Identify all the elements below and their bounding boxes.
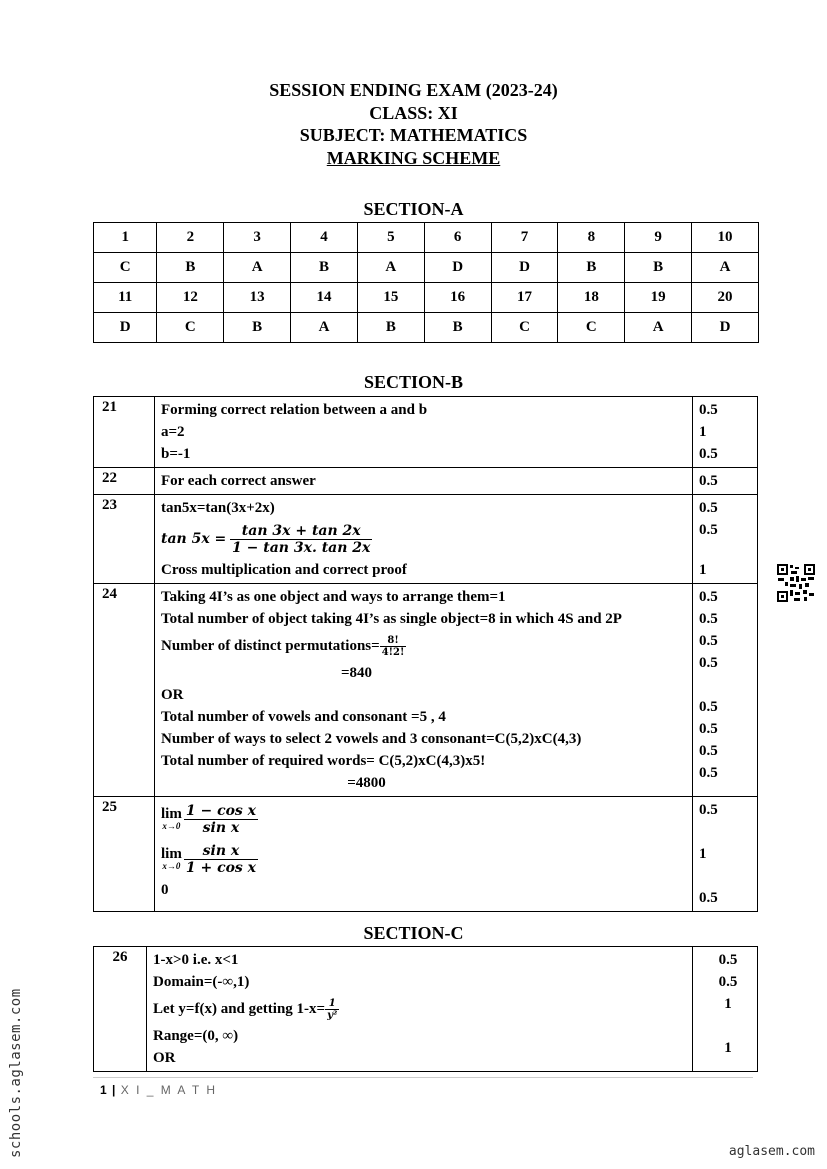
answer-key-cell: B bbox=[224, 313, 291, 343]
limit-label: lim bbox=[161, 806, 182, 822]
answer-line: Cross multiplication and correct proof bbox=[161, 562, 407, 578]
section-b-title: SECTION-B bbox=[363, 372, 464, 392]
mark: 0.5 bbox=[699, 611, 718, 627]
answer-key-cell: B bbox=[291, 253, 358, 283]
page-footer bbox=[100, 1083, 217, 1097]
question-number-cell: 10 bbox=[692, 223, 759, 253]
question-number-cell: 11 bbox=[94, 283, 157, 313]
brand-watermark: aglasem.com bbox=[728, 1144, 815, 1159]
answer-cell bbox=[155, 397, 693, 468]
question-number-cell: 4 bbox=[291, 223, 358, 253]
limit-subscript: x→0 bbox=[162, 861, 181, 871]
mark: 0.5 bbox=[699, 500, 718, 516]
question-number-cell: 16 bbox=[424, 283, 491, 313]
marks-cell bbox=[693, 468, 758, 495]
answer-line: Range=(0, ∞) bbox=[153, 1028, 239, 1044]
answer-key-cell: D bbox=[491, 253, 558, 283]
answer-line: Total number of required words= C(5,2)xC(4,3)x5! bbox=[161, 753, 486, 769]
answer-key-cell: C bbox=[157, 313, 224, 343]
answer-cell bbox=[155, 797, 693, 912]
limit-label: lim bbox=[161, 846, 182, 862]
mark: 1 bbox=[724, 996, 732, 1012]
side-watermark: schools.aglasem.com bbox=[8, 988, 24, 1158]
answer-line: Total number of object taking 4I’s as single object=8 in which 4S and 2P bbox=[161, 611, 622, 627]
limit-formula bbox=[161, 839, 692, 879]
answer-cell bbox=[155, 584, 693, 797]
question-number-cell: 15 bbox=[357, 283, 424, 313]
answer-key-cell: B bbox=[625, 253, 692, 283]
answer-line: Total number of vowels and consonant =5 , 4 bbox=[161, 709, 446, 725]
answer-line: =840 bbox=[340, 665, 373, 681]
fraction bbox=[184, 803, 258, 836]
mark: 0.5 bbox=[699, 589, 718, 605]
fraction bbox=[380, 635, 407, 658]
answer-key-cell: B bbox=[424, 313, 491, 343]
question-number-cell: 18 bbox=[558, 283, 625, 313]
mark: 0.5 bbox=[718, 974, 738, 990]
scheme-title: MARKING SCHEME bbox=[326, 148, 501, 168]
section-b-table bbox=[93, 396, 758, 912]
page-number: 1 bbox=[100, 1083, 107, 1097]
answer-key-cell: A bbox=[291, 313, 358, 343]
exam-title: SESSION ENDING EXAM (2023-24) bbox=[269, 80, 558, 100]
fraction-denominator: 1 + cos x bbox=[185, 859, 257, 876]
answer-key-cell: C bbox=[491, 313, 558, 343]
section-a-title: SECTION-A bbox=[363, 199, 464, 219]
question-number-cell: 7 bbox=[491, 223, 558, 253]
limit-subscript: x→0 bbox=[162, 821, 181, 831]
answer-line: Forming correct relation between a and b bbox=[161, 402, 428, 418]
question-number-cell: 5 bbox=[357, 223, 424, 253]
fraction-denominator: 1 − tan 3x. tan 2x bbox=[232, 539, 371, 556]
table-row bbox=[94, 253, 759, 283]
mark: 0.5 bbox=[699, 890, 718, 906]
answer-cell bbox=[155, 468, 693, 495]
table-row bbox=[94, 313, 759, 343]
mark: 0.5 bbox=[718, 952, 738, 968]
answer-cell bbox=[147, 947, 693, 1072]
qr-code-icon bbox=[776, 563, 816, 603]
answer-line: Number of distinct permutations= bbox=[161, 637, 380, 654]
mark: 1 bbox=[699, 846, 707, 862]
table-row bbox=[94, 584, 758, 797]
answer-key-cell: D bbox=[94, 313, 157, 343]
section-a-table bbox=[93, 222, 759, 343]
question-number-cell: 6 bbox=[424, 223, 491, 253]
question-number: 21 bbox=[94, 397, 155, 468]
mark: 0.5 bbox=[699, 655, 718, 671]
answer-line: Let y=f(x) and getting 1-x= bbox=[153, 1000, 326, 1017]
table-row bbox=[94, 283, 759, 313]
formula-lhs: tan 5x = bbox=[161, 531, 227, 547]
mark: 0.5 bbox=[699, 473, 718, 489]
limit-formula bbox=[161, 799, 692, 839]
answer-line: 0 bbox=[161, 882, 169, 898]
question-number: 23 bbox=[94, 495, 155, 584]
table-row bbox=[94, 223, 759, 253]
answer-key-cell: A bbox=[692, 253, 759, 283]
footer-divider bbox=[93, 1077, 753, 1078]
marks-cell bbox=[693, 495, 758, 584]
answer-line: b=-1 bbox=[161, 446, 191, 462]
mark: 0.5 bbox=[699, 699, 718, 715]
question-number-cell: 9 bbox=[625, 223, 692, 253]
fraction-numerator: 1 bbox=[325, 998, 339, 1010]
answer-line: Number of ways to select 2 vowels and 3 consonant=C(5,2)xC(4,3) bbox=[161, 731, 582, 747]
mark: 0.5 bbox=[699, 765, 718, 781]
mark: 0.5 bbox=[699, 721, 718, 737]
table-row bbox=[94, 947, 758, 1072]
marks-cell bbox=[693, 584, 758, 797]
answer-key-cell: C bbox=[94, 253, 157, 283]
question-number: 22 bbox=[94, 468, 155, 495]
question-number: 24 bbox=[94, 584, 155, 797]
range-formula bbox=[153, 993, 692, 1025]
marks-cell bbox=[693, 397, 758, 468]
fraction-denominator: sin x bbox=[202, 819, 240, 836]
question-number-cell: 3 bbox=[224, 223, 291, 253]
question-number-cell: 1 bbox=[94, 223, 157, 253]
question-number-cell: 13 bbox=[224, 283, 291, 313]
question-number-cell: 17 bbox=[491, 283, 558, 313]
fraction bbox=[230, 523, 372, 556]
mark: 1 bbox=[699, 562, 707, 578]
question-number: 26 bbox=[94, 947, 147, 1072]
answer-line: a=2 bbox=[161, 424, 185, 440]
question-number-cell: 2 bbox=[157, 223, 224, 253]
answer-line: Domain=(-∞,1) bbox=[153, 974, 250, 990]
mark: 1 bbox=[699, 424, 707, 440]
limit-operator bbox=[161, 807, 182, 831]
subject-title: SUBJECT: MATHEMATICS bbox=[299, 125, 528, 145]
limit-operator bbox=[161, 847, 182, 871]
marks-cell bbox=[693, 947, 758, 1072]
section-c-table bbox=[93, 946, 758, 1072]
answer-line: 1-x>0 i.e. x<1 bbox=[153, 952, 239, 968]
answer-key-cell: C bbox=[558, 313, 625, 343]
answer-key-cell: A bbox=[357, 253, 424, 283]
footer-label: X I _ M A T H bbox=[120, 1083, 217, 1097]
class-title: CLASS: XI bbox=[369, 103, 458, 123]
fraction bbox=[184, 843, 258, 876]
answer-line: For each correct answer bbox=[161, 473, 316, 489]
table-row bbox=[94, 797, 758, 912]
answer-line: tan5x=tan(3x+2x) bbox=[161, 500, 275, 516]
answer-key-cell: B bbox=[157, 253, 224, 283]
question-number: 25 bbox=[94, 797, 155, 912]
footer-separator: | bbox=[112, 1083, 116, 1097]
mark: 0.5 bbox=[699, 743, 718, 759]
answer-key-cell: A bbox=[625, 313, 692, 343]
fraction-numerator: sin x bbox=[184, 843, 258, 860]
answer-line: =4800 bbox=[347, 775, 386, 791]
question-number-cell: 20 bbox=[692, 283, 759, 313]
answer-key-cell: D bbox=[692, 313, 759, 343]
fraction-denominator: y² bbox=[327, 1009, 338, 1021]
mark: 0.5 bbox=[699, 802, 718, 818]
fraction-numerator: 1 − cos x bbox=[185, 802, 257, 819]
tan-formula bbox=[161, 519, 692, 559]
table-row bbox=[94, 495, 758, 584]
fraction-numerator: 8! bbox=[380, 635, 407, 647]
or-label: OR bbox=[153, 1050, 176, 1066]
mark: 1 bbox=[724, 1040, 732, 1056]
answer-key-cell: A bbox=[224, 253, 291, 283]
or-label: OR bbox=[161, 687, 184, 703]
mark: 0.5 bbox=[699, 633, 718, 649]
answer-key-cell: D bbox=[424, 253, 491, 283]
fraction bbox=[325, 998, 339, 1021]
fraction-denominator: 4!2! bbox=[381, 646, 405, 658]
answer-key-cell: B bbox=[357, 313, 424, 343]
question-number-cell: 12 bbox=[157, 283, 224, 313]
section-c-title: SECTION-C bbox=[363, 923, 464, 943]
mark: 0.5 bbox=[699, 402, 718, 418]
table-row bbox=[94, 468, 758, 495]
answer-line: Taking 4I’s as one object and ways to arrange them=1 bbox=[161, 589, 506, 605]
table-row bbox=[94, 397, 758, 468]
question-number-cell: 14 bbox=[291, 283, 358, 313]
marks-cell bbox=[693, 797, 758, 912]
mark: 0.5 bbox=[699, 446, 718, 462]
question-number-cell: 19 bbox=[625, 283, 692, 313]
answer-key-cell: B bbox=[558, 253, 625, 283]
mark: 0.5 bbox=[699, 522, 718, 538]
fraction-numerator: tan 3x + tan 2x bbox=[230, 523, 372, 540]
answer-cell bbox=[155, 495, 693, 584]
permutation-formula bbox=[161, 630, 692, 662]
question-number-cell: 8 bbox=[558, 223, 625, 253]
